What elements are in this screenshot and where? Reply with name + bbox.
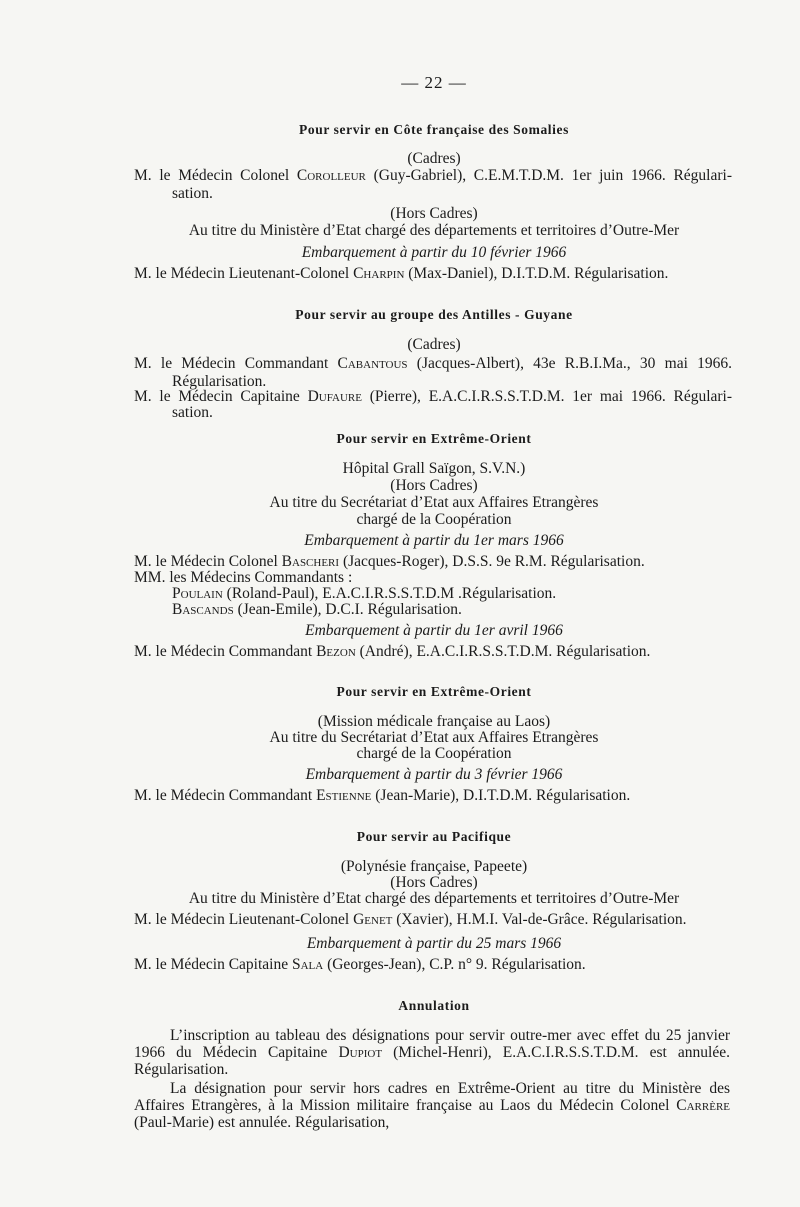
- entry-continuation: Régularisation.: [172, 373, 267, 390]
- officer-name: Bezon: [316, 643, 356, 660]
- section-heading-pacifique: Pour servir au Pacifique: [356, 829, 512, 844]
- entry-line: M. le Médecin Colonel Bascheri (Jacques-Roger), D.S.S. 9e R.M. Régularisation.: [134, 553, 645, 570]
- embarkation-date: Embarquement à partir du 3 février 1966: [305, 766, 563, 783]
- mission-line: (Mission médicale française au Laos): [317, 713, 551, 730]
- entry-line: M. le Médecin Lieutenant-Colonel Genet (Xavier), H.M.I. Val-de-Grâce. Régularisation.: [134, 911, 687, 928]
- entry-line: M. le Médecin Commandant Cabantous (Jacques-Albert), 43e R.B.I.Ma., 30 mai 1966.: [134, 355, 732, 372]
- officer-name: Cabantous: [337, 355, 408, 372]
- entry-line: Poulain (Roland-Paul), E.A.C.I.R.S.S.T.D.M .Régularisation.: [172, 585, 557, 602]
- secretariat-line: chargé de la Coopération: [356, 745, 512, 762]
- entry-line: MM. les Médecins Commandants :: [134, 569, 353, 586]
- page-number: — 22 —: [401, 73, 467, 92]
- officer-name: Sala: [291, 956, 324, 973]
- cadres-label: (Cadres): [407, 150, 461, 167]
- embarkation-date: Embarquement à partir du 10 février 1966: [301, 244, 567, 261]
- hors-cadres-label: (Hors Cadres): [390, 874, 478, 891]
- entry-line: M. le Médecin Capitaine Sala (Georges-Jean), C.P. n° 9. Régularisation.: [134, 956, 586, 973]
- officer-name: Corolleur: [296, 167, 366, 184]
- secretariat-line: Au titre du Secrétariat d’Etat aux Affaires Etrangères: [269, 729, 599, 746]
- officer-name: Genet: [353, 911, 393, 928]
- officer-name: Poulain: [172, 585, 223, 602]
- section-heading-somalies: Pour servir en Côte française des Somalies: [299, 122, 569, 137]
- officer-name: Charpin: [353, 265, 405, 282]
- entry-line: Bascands (Jean-Emile), D.C.I. Régularisation.: [172, 601, 462, 618]
- annulation-paragraph: La désignation pour servir hors cadres en Extrême-Orient au titre du Ministère des Affaires Etrangères, à la Mission militaire française au Laos du Médecin Colonel Carrère (Paul-Marie) est annulée. Régularisation,: [134, 1080, 730, 1131]
- ministry-line: Au titre du Ministère d’Etat chargé des départements et territoires d’Outre-Mer: [188, 222, 680, 239]
- hors-cadres-label: (Hors Cadres): [390, 477, 478, 494]
- hors-cadres-label: (Hors Cadres): [390, 205, 478, 222]
- section-heading-antilles: Pour servir au groupe des Antilles - Guyane: [295, 307, 573, 322]
- entry-line: M. le Médecin Commandant Estienne (Jean-Marie), D.I.T.D.M. Régularisation.: [134, 787, 631, 804]
- embarkation-date: Embarquement à partir du 1er mars 1966: [304, 532, 564, 549]
- embarkation-date: Embarquement à partir du 25 mars 1966: [306, 935, 562, 952]
- entry-continuation: sation.: [172, 185, 213, 202]
- officer-name: Dupiot: [338, 1044, 383, 1061]
- annulation-paragraph: L’inscription au tableau des désignations pour servir outre-mer avec effet du 25 janvier 1966 du Médecin Capitaine Dupiot (Michel-Henri), E.A.C.I.R.S.S.T.D.M. est annulée. Régularisation.: [134, 1027, 730, 1078]
- officer-name: Bascands: [172, 601, 234, 618]
- ministry-line: Au titre du Ministère d’Etat chargé des départements et territoires d’Outre-Mer: [188, 890, 680, 907]
- polynesie-line: (Polynésie française, Papeete): [340, 858, 528, 875]
- embarkation-date: Embarquement à partir du 1er avril 1966: [305, 622, 563, 639]
- officer-name: Estienne: [316, 787, 372, 804]
- secretariat-line: chargé de la Coopération: [356, 511, 512, 528]
- section-heading-extreme-orient: Pour servir en Extrême-Orient: [336, 684, 532, 699]
- officer-name: Dufaure: [307, 388, 362, 405]
- entry-line: M. le Médecin Capitaine Dufaure (Pierre), E.A.C.I.R.S.S.T.D.M. 1er mai 1966. Régulari-: [134, 388, 733, 405]
- section-heading-extreme-orient: Pour servir en Extrême-Orient: [336, 431, 532, 446]
- entry-continuation: sation.: [172, 404, 213, 421]
- officer-name: Bascheri: [281, 553, 340, 570]
- officer-name: Carrère: [676, 1097, 730, 1114]
- secretariat-line: Au titre du Secrétariat d’Etat aux Affaires Etrangères: [269, 494, 599, 511]
- cadres-label: (Cadres): [407, 336, 461, 353]
- hospital-line: Hôpital Grall Saïgon, S.V.N.): [342, 460, 526, 477]
- section-heading-annulation: Annulation: [398, 998, 470, 1013]
- entry-line: M. le Médecin Lieutenant-Colonel Charpin (Max-Daniel), D.I.T.D.M. Régularisation.: [134, 265, 669, 282]
- entry-line: M. le Médecin Commandant Bezon (André), E.A.C.I.R.S.S.T.D.M. Régularisation.: [134, 643, 651, 660]
- entry-line: M. le Médecin Colonel Corolleur (Guy-Gabriel), C.E.M.T.D.M. 1er juin 1966. Régulari-: [134, 167, 732, 184]
